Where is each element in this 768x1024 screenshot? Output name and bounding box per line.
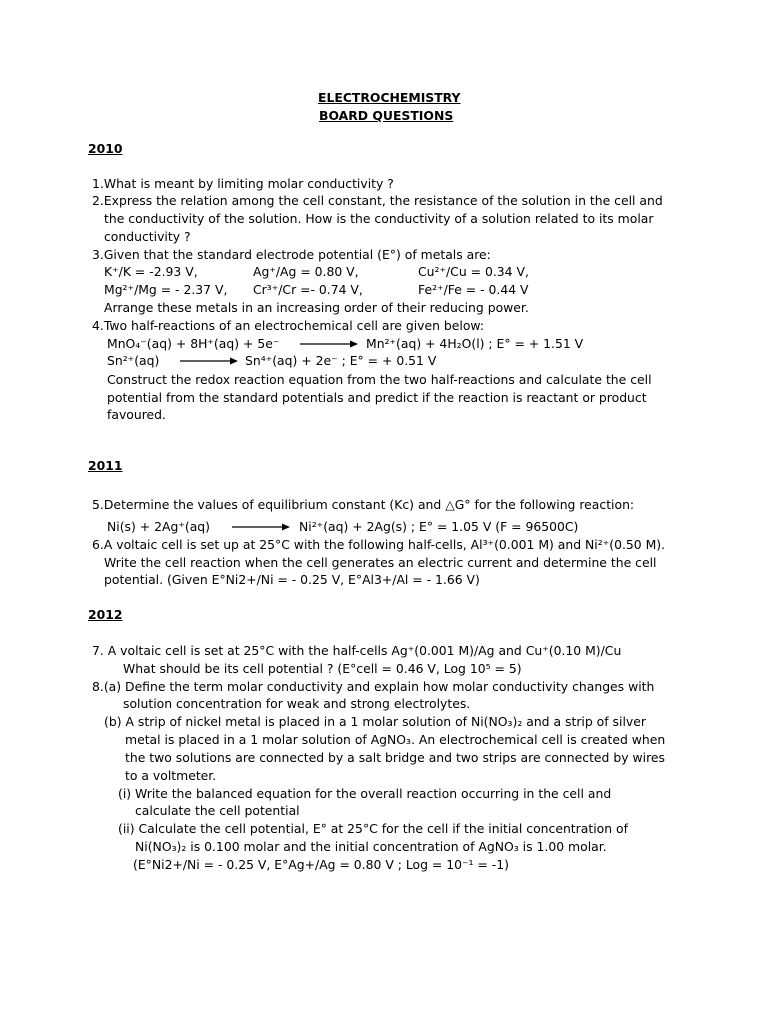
question-2-line-3: conductivity ?	[104, 229, 191, 244]
q4-half-reaction-1-right: Mn²⁺(aq) + 4H₂O(l) ; E° = + 1.51 V	[366, 336, 584, 351]
question-4-line-3: potential from the standard potentials and predict if the reaction is reactant or product	[107, 390, 647, 405]
question-8-line-11: (E°Ni2+/Ni = - 0.25 V, E°Ag+/Ag = 0.80 V ; Log = 10⁻¹ = -1)	[133, 857, 509, 872]
question-6-line-3: potential. (Given E°Ni2+/Ni = - 0.25 V, E°Al3+/Al = - 1.66 V)	[104, 572, 480, 587]
question-2-line-1: 2.Express the relation among the cell constant, the resistance of the solution in the cell and	[92, 193, 663, 208]
question-8-line-5: the two solutions are connected by a salt bridge and two strips are connected by wires	[125, 750, 665, 765]
q3-potential-cu: Cu²⁺/Cu = 0.34 V,	[418, 264, 529, 279]
question-4-line-1: 4.Two half-reactions of an electrochemical cell are given below:	[92, 318, 485, 333]
question-8-line-8: calculate the cell potential	[135, 803, 300, 818]
doc-title: ELECTROCHEMISTRY	[318, 90, 461, 105]
question-7-line-1: 7. A voltaic cell is set at 25°C with the half-cells Ag⁺(0.001 M)/Ag and Cu⁺(0.10 M)/Cu	[92, 643, 622, 658]
q5-reaction-right: Ni²⁺(aq) + 2Ag(s) ; E° = 1.05 V (F = 96500C)	[299, 519, 579, 534]
year-heading-2010: 2010	[88, 141, 123, 156]
question-5-line-1: 5.Determine the values of equilibrium constant (Kc) and △G° for the following reaction:	[92, 497, 635, 512]
q3-potential-k: K⁺/K = -2.93 V,	[104, 264, 198, 279]
question-6-line-2: Write the cell reaction when the cell generates an electric current and determine the cell	[104, 555, 657, 570]
year-heading-2011: 2011	[88, 458, 123, 473]
question-8-line-3: (b) A strip of nickel metal is placed in a 1 molar solution of Ni(NO₃)₂ and a strip of silver	[104, 714, 646, 729]
question-3-line-1: 3.Given that the standard electrode potential (E°) of metals are:	[92, 247, 491, 262]
question-3-line-2: Arrange these metals in an increasing order of their reducing power.	[104, 300, 529, 315]
q3-potential-cr: Cr³⁺/Cr =- 0.74 V,	[253, 282, 363, 297]
question-6-line-1: 6.A voltaic cell is set up at 25°C with the following half-cells, Al³⁺(0.001 M) and Ni²⁺(0.50 M).	[92, 537, 666, 552]
question-7-line-2: What should be its cell potential ? (E°cell = 0.46 V, Log 10⁵ = 5)	[123, 661, 522, 676]
q3-potential-fe: Fe²⁺/Fe = - 0.44 V	[418, 282, 529, 297]
year-heading-2012: 2012	[88, 607, 123, 622]
q4-half-reaction-2-right: Sn⁴⁺(aq) + 2e⁻ ; E° = + 0.51 V	[245, 353, 437, 368]
question-8-line-4: metal is placed in a 1 molar solution of AgNO₃. An electrochemical cell is created when	[125, 732, 666, 747]
question-8-line-9: (ii) Calculate the cell potential, E° at 25°C for the cell if the initial concentration of	[118, 821, 628, 836]
question-8-line-1: 8.(a) Define the term molar conductivity and explain how molar conductivity changes with	[92, 679, 655, 694]
doc-subtitle: BOARD QUESTIONS	[319, 108, 454, 123]
q3-potential-mg: Mg²⁺/Mg = - 2.37 V,	[104, 282, 228, 297]
reaction-arrow-icon	[300, 338, 358, 350]
reaction-arrow-icon	[232, 521, 290, 533]
question-8-line-7: (i) Write the balanced equation for the overall reaction occurring in the cell and	[118, 786, 612, 801]
question-4-line-4: favoured.	[107, 407, 166, 422]
q4-half-reaction-2-left: Sn²⁺(aq)	[107, 353, 160, 368]
question-1: 1.What is meant by limiting molar conductivity ?	[92, 176, 394, 191]
question-8-line-10: Ni(NO₃)₂ is 0.100 molar and the initial concentration of AgNO₃ is 1.00 molar.	[135, 839, 607, 854]
question-2-line-2: the conductivity of the solution. How is the conductivity of a solution related to its molar	[104, 211, 654, 226]
question-8-line-6: to a voltmeter.	[125, 768, 217, 783]
reaction-arrow-icon	[180, 355, 238, 367]
q5-reaction-left: Ni(s) + 2Ag⁺(aq)	[107, 519, 210, 534]
q4-half-reaction-1-left: MnO₄⁻(aq) + 8H⁺(aq) + 5e⁻	[107, 336, 280, 351]
q3-potential-ag: Ag⁺/Ag = 0.80 V,	[253, 264, 359, 279]
question-8-line-2: solution concentration for weak and strong electrolytes.	[123, 696, 471, 711]
question-4-line-2: Construct the redox reaction equation from the two half-reactions and calculate the cell	[107, 372, 652, 387]
